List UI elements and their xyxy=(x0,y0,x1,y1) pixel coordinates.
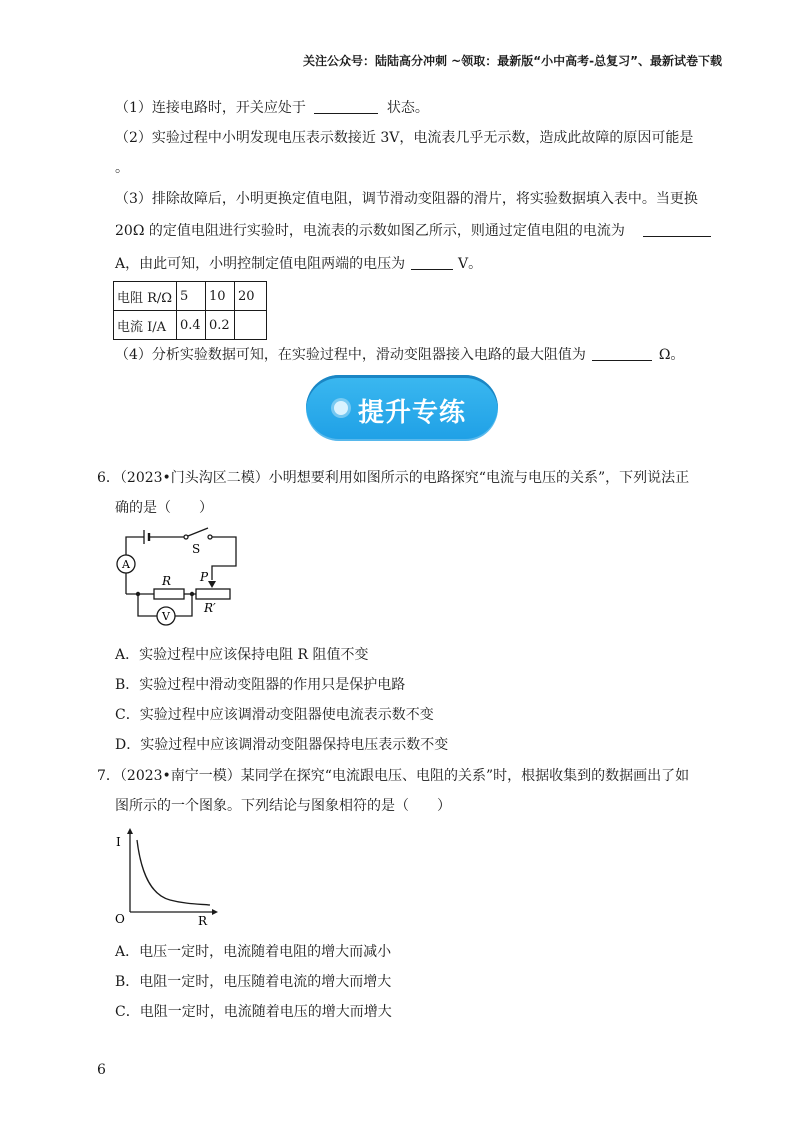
resistor-r xyxy=(154,589,184,599)
table-cell: 5 xyxy=(177,282,206,311)
table-cell: 0.2 xyxy=(206,311,235,340)
q5-part4-blank[interactable] xyxy=(592,346,652,361)
wire-right xyxy=(212,537,236,580)
q5-part3-line3 xyxy=(115,254,482,274)
page-number: 6 xyxy=(97,1062,106,1078)
q6-option-d[interactable]: D．实验过程中应该调滑动变阻器保持电压表示数不变 xyxy=(115,737,449,753)
banner-label: 提升专练 xyxy=(358,398,467,428)
q6-stem-line1: 6．（2023•门头沟区二模）小明想要利用如图所示的电路探究“电流与电压的关系”，下列说法正 xyxy=(97,470,690,486)
q5-part1-text: （1）连接电路时，开关应处于 xyxy=(115,100,306,116)
q6-option-b[interactable]: B．实验过程中滑动变阻器的作用只是保护电路 xyxy=(115,677,406,693)
rheostat-label: R′ xyxy=(204,601,216,615)
q7-option-b[interactable]: B．电阻一定时，电压随着电流的增大而增大 xyxy=(115,974,392,990)
q5-part3-line1: （3）排除故障后，小明更换定值电阻，调节滑动变阻器的滑片，将实验数据填入表中。当更换 xyxy=(115,191,698,207)
q7-option-c[interactable]: C．电阻一定时，电流随着电压的增大而增大 xyxy=(115,1004,392,1020)
q6-option-c[interactable]: C．实验过程中应该调滑动变阻器使电流表示数不变 xyxy=(115,707,434,723)
junction-dot xyxy=(136,592,140,596)
y-axis-arrow-icon xyxy=(127,828,133,834)
ammeter-label: A xyxy=(122,558,130,571)
q5-part2-line2: 。 xyxy=(115,160,129,176)
rheostat xyxy=(196,589,230,599)
q5-voltage-blank[interactable] xyxy=(411,255,453,270)
q5-part3-line2-text: 20Ω 的定值电阻进行实验时，电流表的示数如图乙所示，则通过定值电阻的电流为 xyxy=(115,223,625,239)
junction-dot xyxy=(190,592,194,596)
q5-part3-line3-b: V。 xyxy=(458,256,483,272)
slider-label: P xyxy=(200,570,209,584)
inverse-graph xyxy=(110,826,225,926)
q6-option-a[interactable]: A．实验过程中应该保持电阻 R 阻值不变 xyxy=(115,647,369,663)
q5-part1-after: 状态。 xyxy=(386,100,429,116)
q5-part4-after: Ω。 xyxy=(658,347,685,363)
switch-contact-left xyxy=(184,535,188,539)
q7-option-a[interactable]: A．电压一定时，电流随着电阻的增大而减小 xyxy=(115,944,392,960)
table-row xyxy=(114,282,267,311)
q5-current-blank[interactable] xyxy=(643,222,711,237)
page-header: 关注公众号：陆陆高分冲刺 ~领取：最新版“小中高考-总复习”、最新试卷下载 xyxy=(303,54,722,68)
q6-stem-line2: 确的是（ ） xyxy=(115,500,213,516)
wire-top-left xyxy=(126,537,144,556)
q5-part2-line1: （2）实验过程中小明发现电压表示数接近 3V，电流表几乎无示数，造成此故障的原因可能是 xyxy=(115,130,694,146)
voltmeter-label: V xyxy=(162,610,170,623)
inverse-curve xyxy=(137,840,210,905)
table-cell: 电流 I/A xyxy=(114,311,177,340)
table-cell: 0.4 xyxy=(177,311,206,340)
data-table xyxy=(113,281,267,340)
y-axis-label: I xyxy=(116,835,121,849)
switch-contact-right xyxy=(208,535,212,539)
table-cell: 电阻 R/Ω xyxy=(114,282,177,311)
table-cell: 10 xyxy=(206,282,235,311)
q5-part4 xyxy=(115,345,684,365)
q5-part4-text: （4）分析实验数据可知，在实验过程中，滑动变阻器接入电路的最大阻值为 xyxy=(115,347,586,363)
slider-arrow-icon xyxy=(208,581,216,588)
origin-label: O xyxy=(115,912,125,926)
x-axis-label: R xyxy=(198,914,208,926)
resistor-label: R xyxy=(162,574,172,588)
q5-part3-line2 xyxy=(115,221,711,241)
q7-stem-line1: 7．（2023•南宁一模）某同学在探究“电流跟电压、电阻的关系”时，根据收集到的数据画出了如 xyxy=(97,768,690,784)
circuit-diagram xyxy=(108,526,248,634)
q5-part1-blank[interactable] xyxy=(314,99,378,114)
table-cell[interactable] xyxy=(235,311,267,340)
x-axis-arrow-icon xyxy=(212,909,218,915)
q5-part1 xyxy=(115,98,429,118)
table-cell: 20 xyxy=(235,282,267,311)
table-row xyxy=(114,311,267,340)
bubble-icon xyxy=(334,401,348,415)
q5-part3-line3-a: A，由此可知，小明控制定值电阻两端的电压为 xyxy=(115,256,406,272)
switch-blade xyxy=(188,528,208,536)
practice-banner xyxy=(306,375,498,441)
q7-stem-line2: 图所示的一个图象。下列结论与图象相符的是（ ） xyxy=(115,798,451,814)
switch-label: S xyxy=(192,542,201,556)
